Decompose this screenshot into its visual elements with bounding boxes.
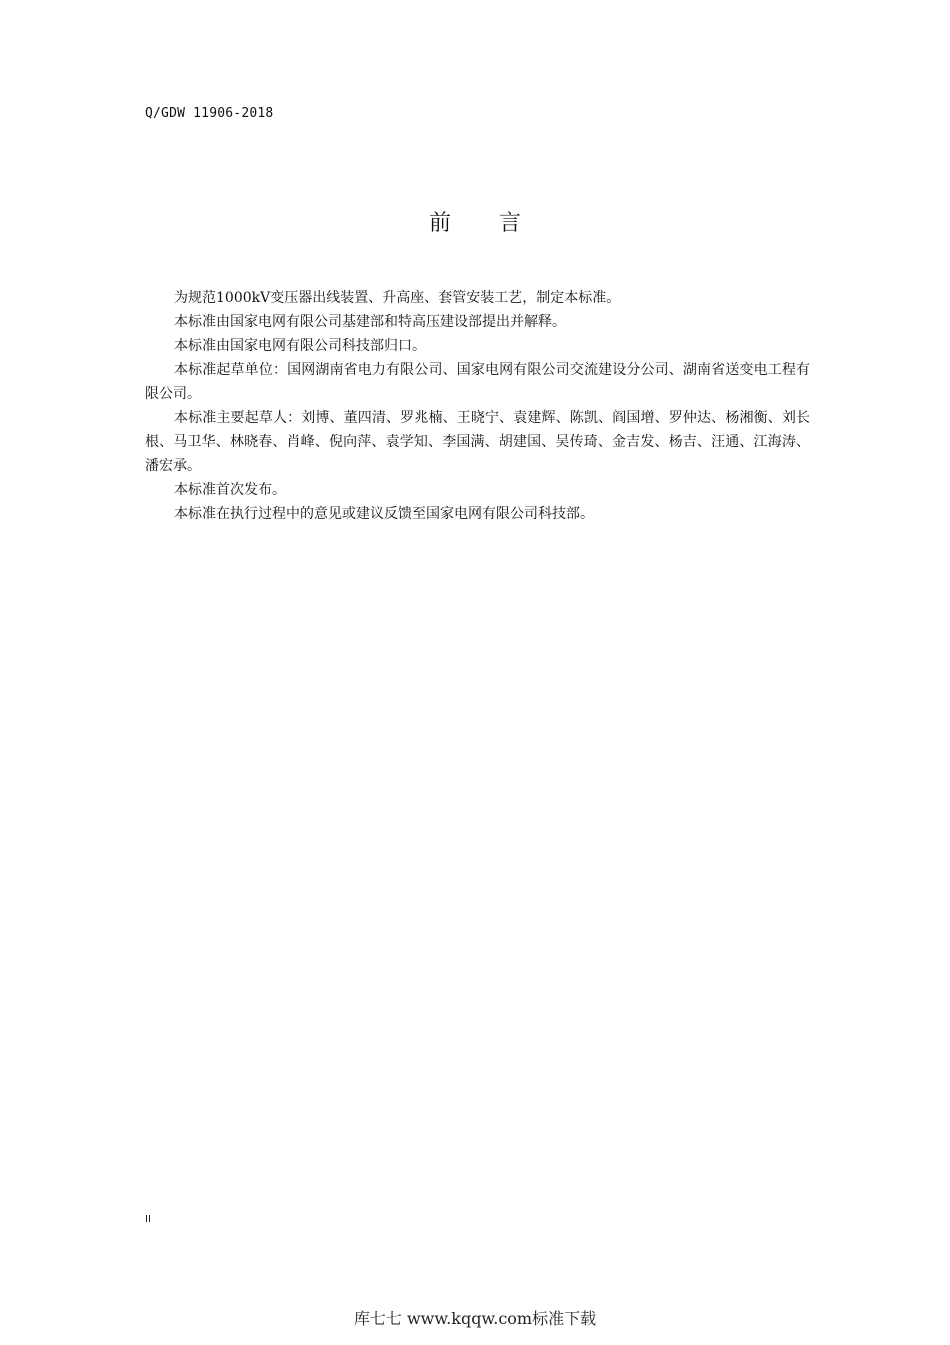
- foreword-paragraph-owner: 本标准由国家电网有限公司科技部归口。: [174, 338, 426, 354]
- foreword-paragraph-drafting-units: 本标准起草单位：国网湖南省电力有限公司、国家电网有限公司交流建设分公司、湖南省送变电工程有限公司。: [145, 362, 810, 402]
- download-footer: 库七七 www.kqqw.com标准下载: [353, 1309, 597, 1328]
- foreword-paragraph-drafters: 本标准主要起草人：刘博、董四清、罗兆楠、王晓宁、袁建辉、陈凯、阎国增、罗仲达、杨湘衡、刘长根、马卫华、林晓春、肖峰、倪向萍、袁学知、李国满、胡建国、吴传琦、金吉发、杨吉、汪通、江海涛、潘宏承。: [145, 410, 810, 474]
- foreword-paragraph-first-release: 本标准首次发布。: [174, 482, 286, 498]
- foreword-paragraph-proposer: 本标准由国家电网有限公司基建部和特高压建设部提出并解释。: [174, 314, 566, 330]
- foreword-content: [145, 286, 810, 526]
- page-number: II: [145, 1214, 151, 1225]
- foreword-paragraph-feedback: 本标准在执行过程中的意见或建议反馈至国家电网有限公司科技部。: [174, 506, 594, 522]
- page-title: 前言: [428, 211, 569, 236]
- foreword-paragraph-purpose: 为规范1000kV变压器出线装置、升高座、套管安装工艺，制定本标准。: [174, 290, 621, 306]
- standard-code: Q/GDW 11906-2018: [145, 106, 274, 121]
